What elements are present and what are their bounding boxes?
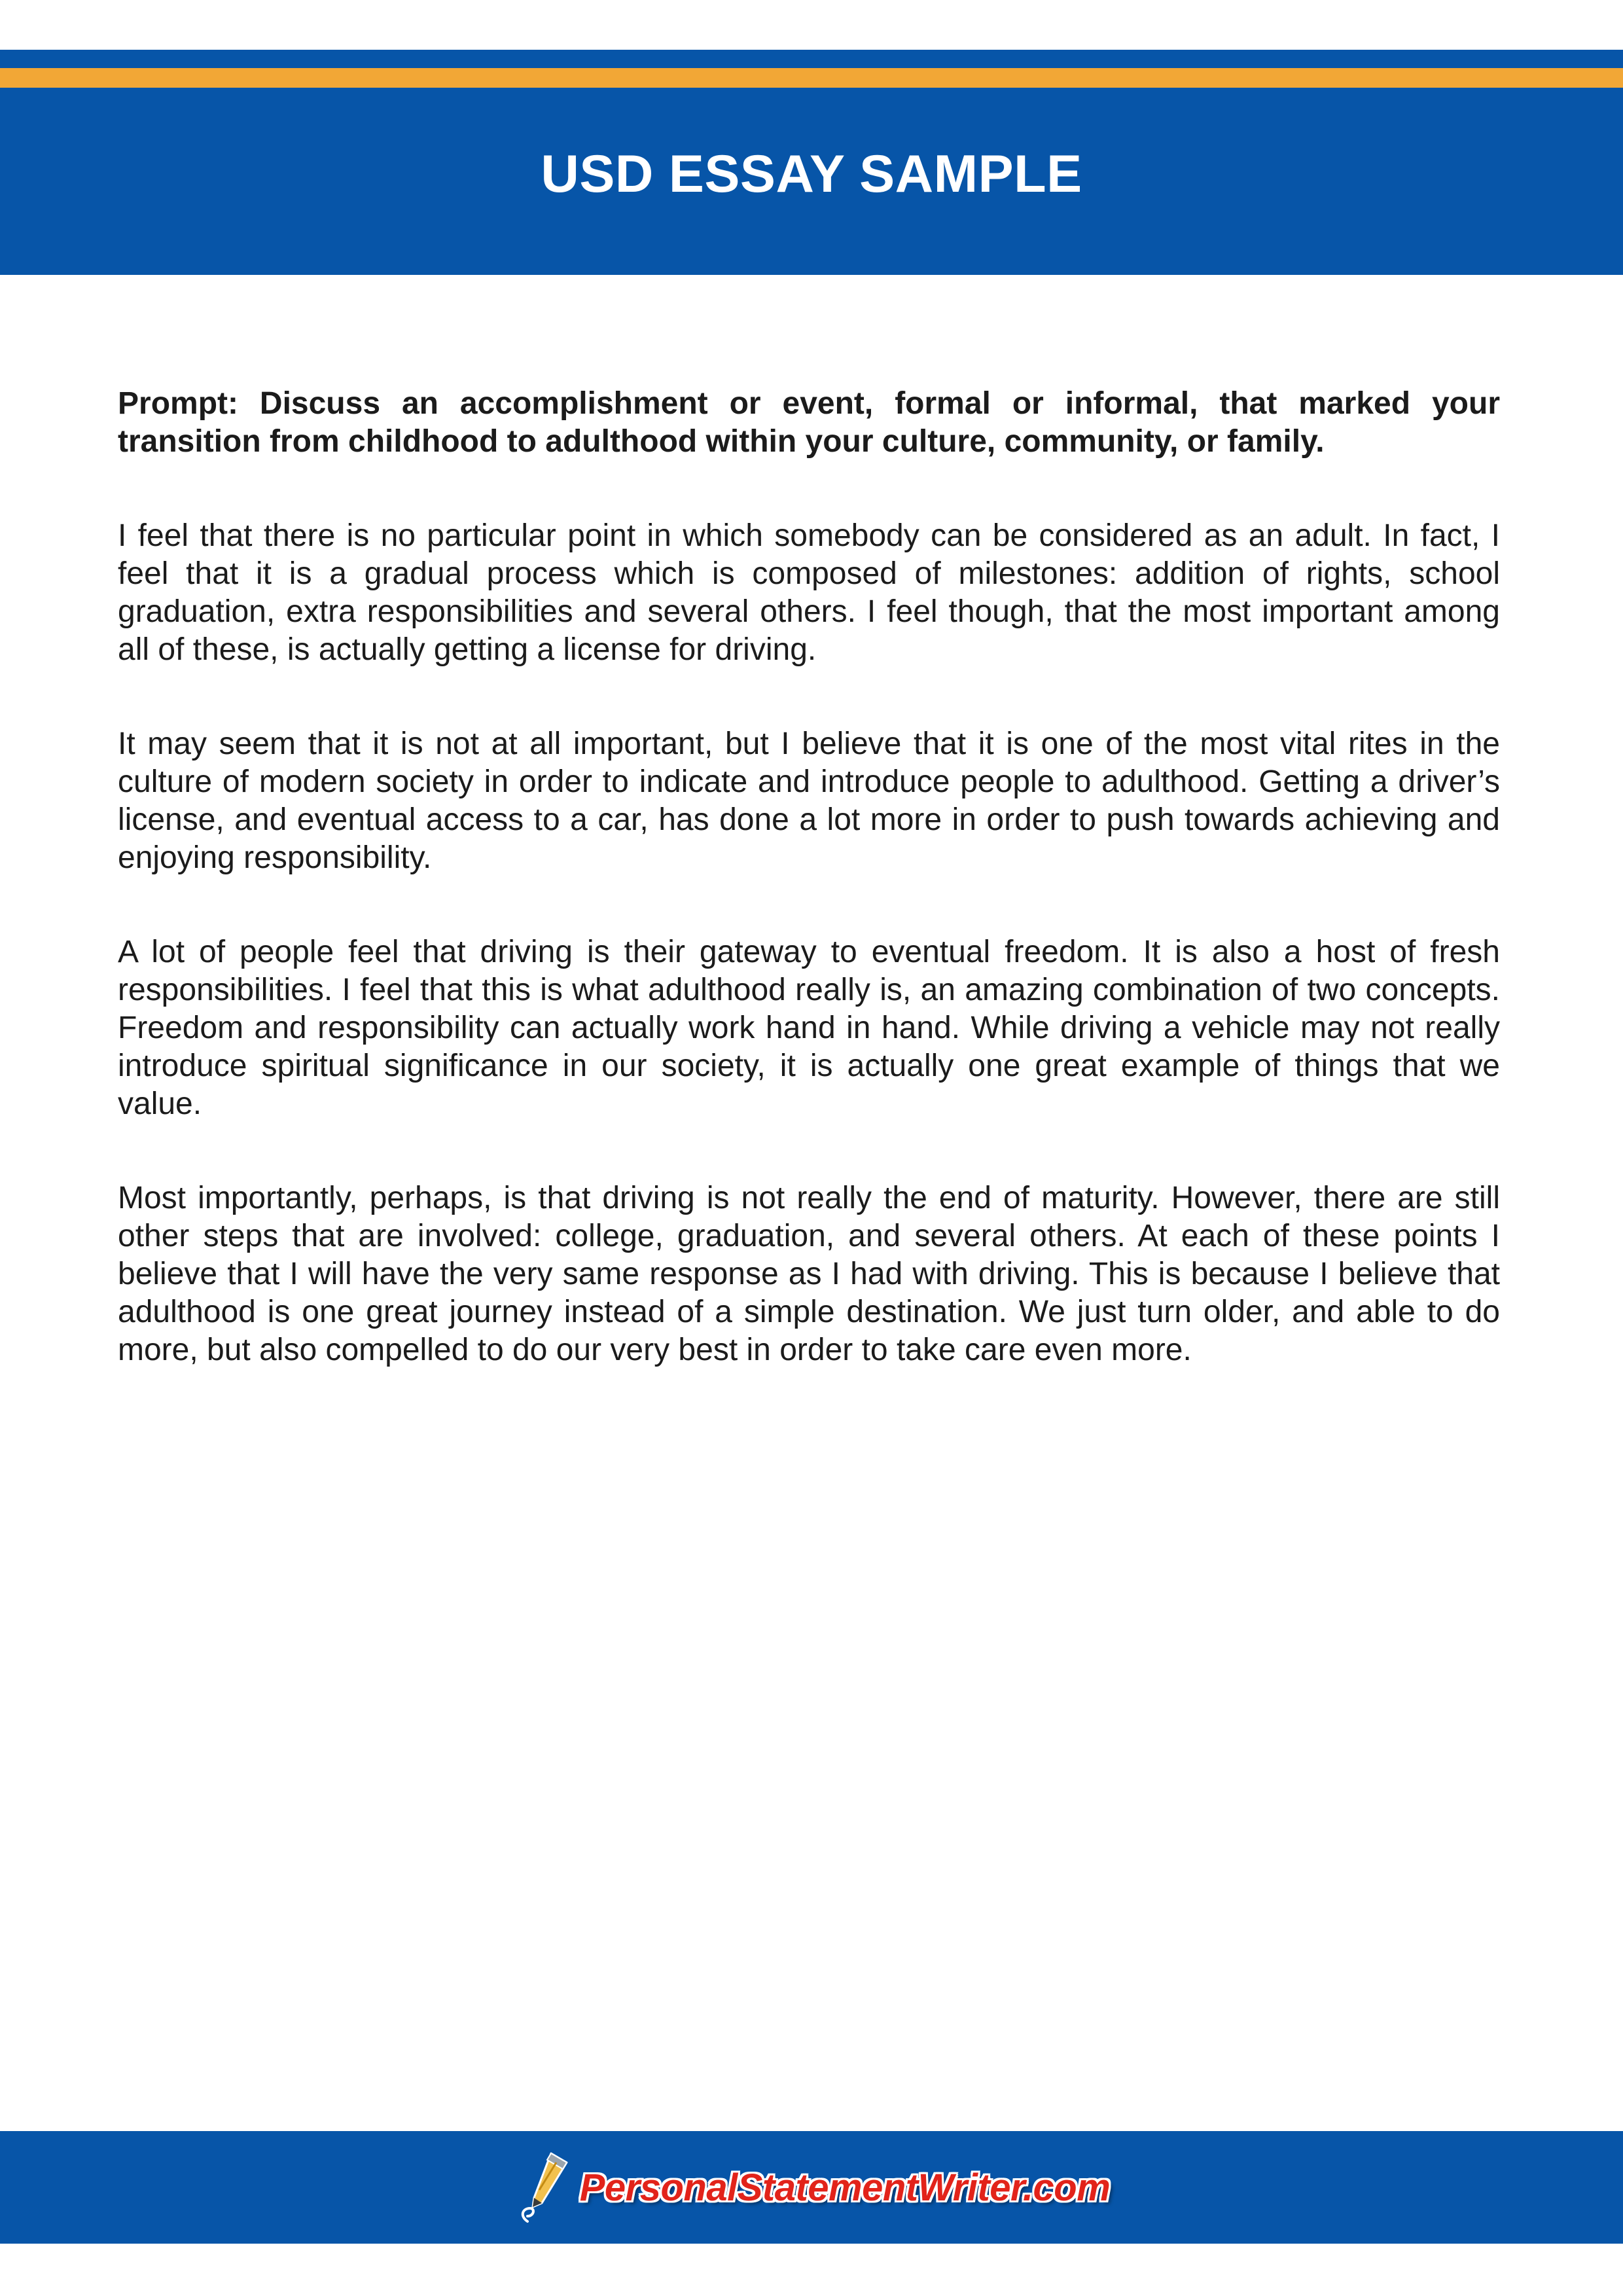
pen-nib-icon [513, 2148, 576, 2227]
essay-paragraph-2: It may seem that it is not at all important, but I believe that it is one of the most vital rites in the culture of modern society in order to indicate and introduce people to adulthood. Getting a driver’s license, and eventual access to a car, has done a lot more in order to push towards achieving and enjoying responsibility. [118, 726, 1500, 875]
essay-paragraph-1: I feel that there is no particular point in which somebody can be considered as an adult. In fact, I feel that it is a gradual process which is composed of milestones: addition of rights, school graduation, extra responsibilities and several others. I feel though, that the most important among all of these, is actually getting a license for driving. [118, 518, 1500, 667]
essay-body [118, 385, 1500, 1369]
page-title: USD ESSAY SAMPLE [541, 145, 1082, 204]
essay-paragraph-4: Most importantly, perhaps, is that driving is not really the end of maturity. However, there are still other steps that are involved: college, graduation, and several others. At each of these points I believe that I will have the very same response as I had with driving. This is because I believe that adulthood is one great journey instead of a simple destination. We just turn older, and able to do more, but also compelled to do our very best in order to take care even more. [118, 1181, 1500, 1367]
logo-text: PersonalStatementWriter.com [579, 2166, 1111, 2209]
footer-logo[interactable] [0, 2131, 1623, 2244]
header-accent-stripe [0, 68, 1623, 88]
essay-prompt: Prompt: Discuss an accomplishment or event, formal or informal, that marked your transition from childhood to adulthood within your culture, community, or family. [118, 386, 1500, 459]
essay-paragraph-3: A lot of people feel that driving is their gateway to eventual freedom. It is also a host of fresh responsibilities. I feel that this is what adulthood really is, an amazing combination of two concepts. Freedom and responsibility can actually work hand in hand. While driving a vehicle may not really introduce spiritual significance in our society, it is actually one great example of things that we value. [118, 935, 1500, 1121]
